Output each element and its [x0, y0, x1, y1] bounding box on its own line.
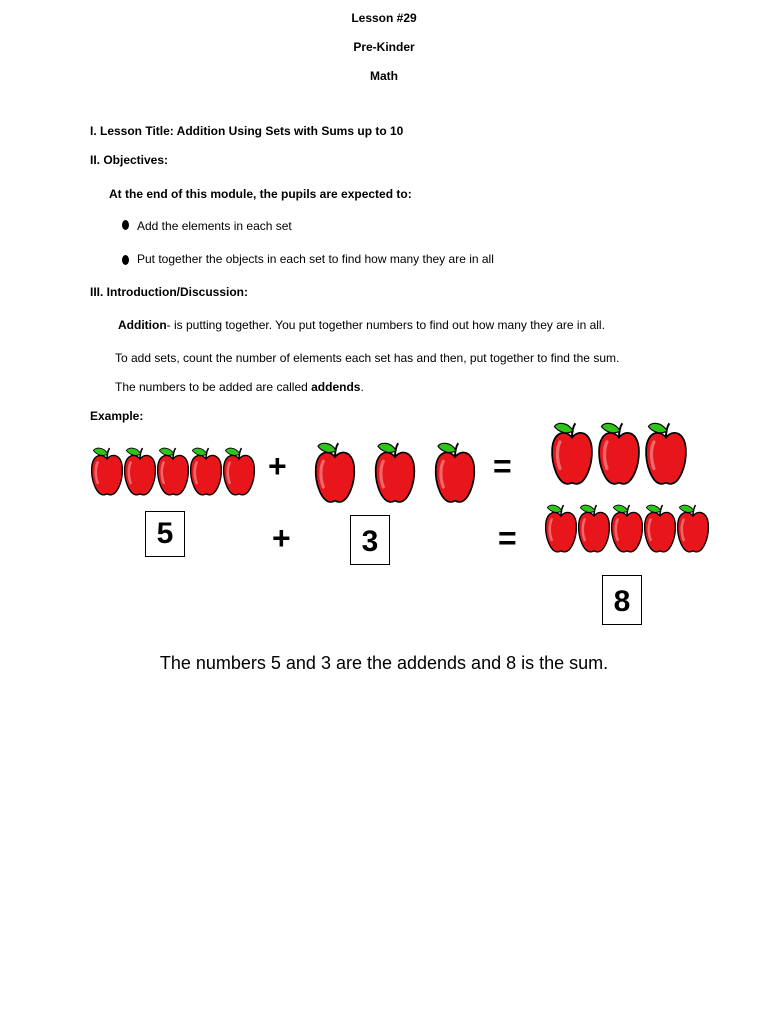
lesson-title: I. Lesson Title: Addition Using Sets with Sums up to 10	[90, 124, 404, 138]
example-heading: Example:	[90, 409, 144, 423]
apple-icon	[599, 423, 639, 484]
plus-sign: +	[268, 448, 287, 484]
apple-icon	[376, 443, 415, 502]
sets-explanation: To add sets, count the number of elements each set has and then, put together to find the sum.	[115, 351, 620, 365]
example-summary: The numbers 5 and 3 are the addends and 8 is the sum.	[159, 653, 609, 673]
apple-icon	[546, 505, 577, 552]
apple-icon	[158, 448, 189, 495]
apple-icon	[645, 505, 676, 552]
addend-a-box: 5	[145, 511, 185, 557]
apple-sum-bottom-row	[544, 495, 710, 561]
addends-text-after: .	[360, 380, 364, 394]
addition-definition	[118, 318, 605, 332]
grade-level: Pre-Kinder	[353, 40, 415, 54]
addition-term: Addition	[118, 318, 167, 332]
objectives-intro: At the end of this module, the pupils are expected to:	[109, 187, 412, 201]
apple-set-a	[90, 438, 256, 504]
bullet-icon	[122, 220, 129, 230]
apple-icon	[436, 443, 475, 502]
plus-sign: +	[272, 520, 291, 556]
apple-sum-bottom-graphic	[544, 495, 710, 561]
apple-icon	[224, 448, 255, 495]
apple-icon	[612, 505, 643, 552]
introduction-heading: III. Introduction/Discussion:	[90, 285, 249, 299]
apple-set-b-graphic	[304, 440, 486, 506]
equals-sign: =	[493, 448, 512, 484]
subject: Math	[370, 69, 398, 83]
apple-sum-top-graphic	[547, 420, 691, 486]
apple-set-b	[304, 440, 486, 506]
apple-icon	[678, 505, 709, 552]
objective-item: Put together the objects in each set to find how many they are in all	[137, 252, 494, 266]
equals-sign: =	[498, 520, 517, 556]
objectives-heading: II. Objectives:	[90, 153, 169, 167]
apple-icon	[92, 448, 123, 495]
apple-icon	[316, 443, 355, 502]
apple-icon	[579, 505, 610, 552]
addends-explanation	[115, 380, 364, 394]
apple-sum-top-row	[547, 420, 691, 486]
addends-term: addends	[311, 380, 361, 394]
addends-text-before: The numbers to be added are called	[115, 380, 312, 394]
addition-definition-text: - is putting together. You put together numbers to find out how many they are in all.	[166, 318, 605, 332]
apple-icon	[191, 448, 222, 495]
objective-item: Add the elements in each set	[137, 219, 292, 233]
addend-b-box: 3	[350, 515, 390, 565]
apple-icon	[646, 423, 686, 484]
apple-icon	[125, 448, 156, 495]
lesson-number: Lesson #29	[351, 11, 417, 25]
sum-box: 8	[602, 575, 642, 625]
apple-set-a-graphic	[90, 438, 256, 504]
apple-icon	[552, 423, 592, 484]
bullet-icon	[122, 255, 129, 265]
